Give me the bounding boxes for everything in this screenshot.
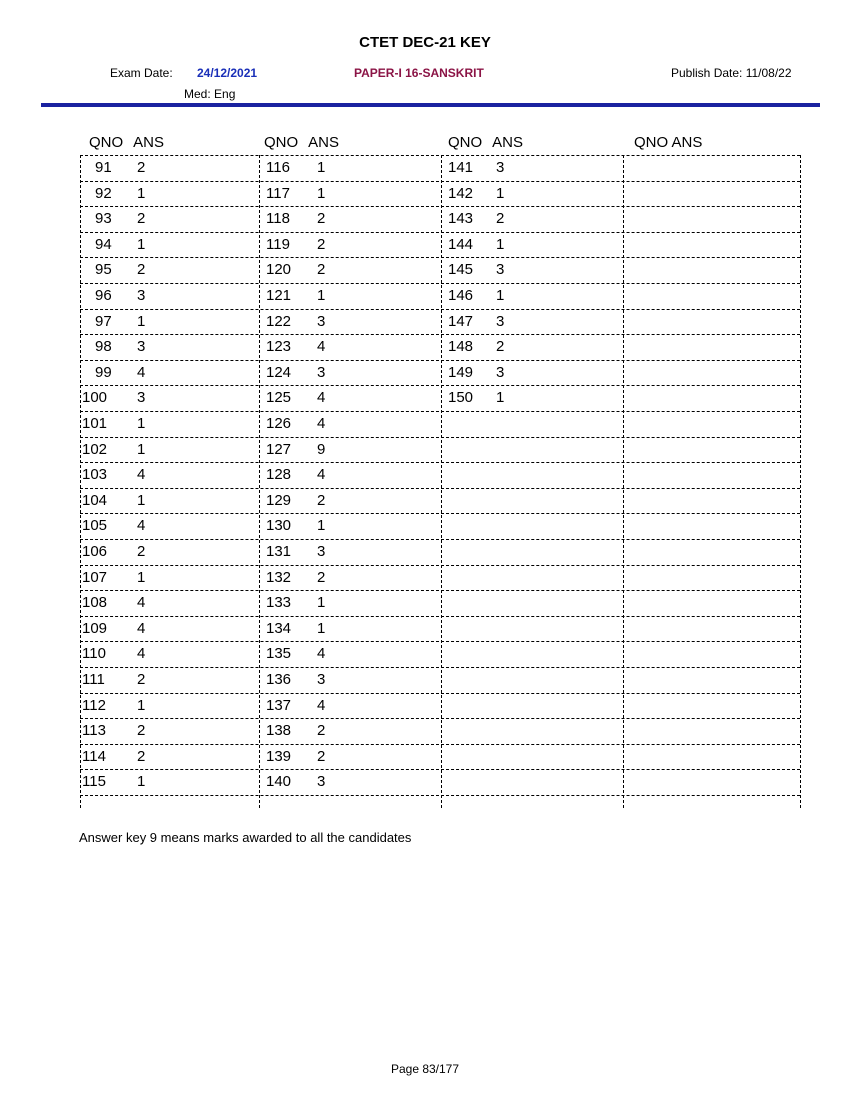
answer-value: 3 — [496, 312, 505, 330]
answer-value: 2 — [137, 671, 146, 688]
question-number: 131 — [266, 543, 292, 560]
grid-row-line — [80, 488, 800, 489]
qno-label: QNO — [448, 134, 483, 151]
answer-value: 2 — [137, 747, 146, 765]
answer-value: 3 — [137, 338, 146, 356]
question-number: 96 — [95, 287, 112, 304]
question-number: 135 — [266, 645, 292, 663]
grid-row-line — [80, 590, 800, 591]
grid-row-line — [80, 360, 800, 361]
question-number: 106 — [82, 543, 108, 560]
question-number: 126 — [266, 415, 292, 432]
grid-row-line — [80, 385, 800, 386]
grid-row-line — [80, 437, 800, 438]
grid-row-line — [80, 616, 800, 617]
grid-row-line — [80, 744, 800, 745]
answer-value: 1 — [137, 491, 146, 509]
question-number: 92 — [95, 184, 112, 202]
answer-value: 1 — [317, 517, 326, 535]
answer-value: 9 — [317, 440, 326, 458]
grid-row-line — [80, 462, 800, 463]
column-header-1 — [89, 134, 164, 151]
question-number: 140 — [266, 773, 292, 791]
question-number: 128 — [266, 466, 292, 484]
grid-row-line — [80, 795, 800, 796]
answer-value: 2 — [137, 261, 146, 279]
answer-value: 4 — [317, 466, 326, 484]
question-number: 129 — [266, 491, 292, 509]
answer-value: 1 — [137, 568, 146, 586]
answer-value: 1 — [317, 287, 326, 304]
answer-value: 2 — [317, 235, 326, 253]
answer-value: 1 — [496, 235, 505, 253]
answer-value: 4 — [317, 338, 326, 356]
answer-value: 1 — [137, 696, 146, 714]
answer-value: 2 — [496, 210, 505, 228]
exam-date-label: Exam Date: — [110, 66, 173, 80]
answer-value: 2 — [317, 568, 326, 586]
question-number: 149 — [448, 363, 474, 381]
question-number: 145 — [448, 261, 474, 279]
answer-value: 4 — [137, 517, 146, 535]
answer-value: 4 — [317, 645, 326, 663]
answer-value: 3 — [317, 773, 326, 791]
question-number: 122 — [266, 312, 292, 330]
answer-key-note: Answer key 9 means marks awarded to all the candidates — [79, 830, 412, 845]
question-number: 101 — [82, 415, 108, 432]
answer-value: 4 — [137, 619, 146, 637]
answer-value: 3 — [496, 159, 505, 176]
answer-value: 4 — [137, 363, 146, 381]
grid-row-line — [80, 411, 800, 412]
medium: Med: Eng — [184, 87, 236, 101]
question-number: 144 — [448, 235, 474, 253]
question-number: 114 — [82, 747, 106, 765]
grid-row-line — [80, 718, 800, 719]
question-number: 146 — [448, 287, 474, 304]
qno-label: QNO — [264, 134, 299, 151]
question-number: 102 — [82, 440, 108, 458]
grid-row-line — [80, 283, 800, 284]
answer-value: 3 — [317, 671, 326, 688]
ans-label: ANS — [133, 134, 165, 151]
column-header-2 — [264, 134, 339, 151]
grid-column-line — [623, 155, 624, 808]
question-number: 103 — [82, 466, 108, 484]
grid-column-line — [80, 155, 81, 808]
answer-value: 3 — [137, 287, 146, 304]
answer-value: 1 — [137, 184, 146, 202]
answer-value: 2 — [317, 722, 326, 740]
grid-row-line — [80, 539, 800, 540]
grid-row-line — [80, 769, 800, 770]
page-title: CTET DEC-21 KEY — [359, 34, 491, 51]
question-number: 132 — [266, 568, 292, 586]
grid-row-line — [80, 693, 800, 694]
qno-ans-label: QNO ANS — [634, 134, 703, 151]
column-header-3 — [448, 134, 523, 151]
grid-column-line — [259, 155, 260, 808]
answer-value: 1 — [317, 594, 326, 612]
question-number: 118 — [266, 210, 290, 228]
grid-row-line — [80, 155, 800, 156]
answer-value: 2 — [137, 159, 146, 176]
answer-value: 2 — [137, 722, 146, 740]
grid-column-line — [800, 155, 801, 808]
grid-row-line — [80, 667, 800, 668]
answer-value: 4 — [137, 594, 146, 612]
grid-row-line — [80, 232, 800, 233]
exam-date: 24/12/2021 — [197, 66, 258, 80]
ans-label: ANS — [308, 134, 340, 151]
question-number: 133 — [266, 594, 292, 612]
question-number: 105 — [82, 517, 108, 535]
page-number: Page 83/177 — [390, 1062, 460, 1076]
publish-date: Publish Date: 11/08/22 — [671, 66, 792, 80]
question-number: 97 — [95, 312, 112, 330]
grid-row-line — [80, 181, 800, 182]
question-number: 100 — [82, 389, 108, 407]
question-number: 113 — [82, 722, 106, 740]
answer-value: 3 — [496, 261, 505, 279]
grid-row-line — [80, 513, 800, 514]
question-number: 108 — [82, 594, 108, 612]
grid-row-line — [80, 206, 800, 207]
paper-name: PAPER-I 16-SANSKRIT — [354, 66, 484, 80]
grid-row-line — [80, 309, 800, 310]
answer-value: 1 — [317, 159, 326, 176]
column-header-4 — [634, 134, 702, 151]
grid-row-line — [80, 641, 800, 642]
question-number: 125 — [266, 389, 292, 407]
answer-value: 3 — [317, 363, 326, 381]
answer-value: 1 — [496, 184, 505, 202]
grid-row-line — [80, 334, 800, 335]
answer-value: 1 — [496, 287, 505, 304]
answer-value: 2 — [317, 210, 326, 228]
question-number: 119 — [266, 235, 290, 253]
answer-value: 1 — [137, 415, 146, 432]
question-number: 104 — [82, 491, 108, 509]
question-number: 120 — [266, 261, 292, 279]
question-number: 95 — [95, 261, 112, 279]
question-number: 123 — [266, 338, 292, 356]
answer-value: 4 — [317, 696, 326, 714]
question-number: 142 — [448, 184, 474, 202]
answer-value: 1 — [496, 389, 505, 407]
question-number: 141 — [448, 159, 474, 176]
question-number: 94 — [95, 235, 112, 253]
question-number: 93 — [95, 210, 112, 228]
question-number: 139 — [266, 747, 292, 765]
question-number: 136 — [266, 671, 292, 688]
answer-value: 3 — [137, 389, 146, 407]
question-number: 134 — [266, 619, 292, 637]
answer-value: 2 — [137, 210, 146, 228]
question-number: 147 — [448, 312, 474, 330]
answer-value: 1 — [137, 312, 146, 330]
ans-label: ANS — [492, 134, 524, 151]
question-number: 112 — [82, 696, 106, 714]
grid-row-line — [80, 565, 800, 566]
question-number: 148 — [448, 338, 474, 356]
answer-value: 1 — [137, 235, 146, 253]
question-number: 115 — [82, 773, 106, 791]
question-number: 117 — [266, 184, 290, 202]
answer-value: 1 — [137, 440, 146, 458]
question-number: 150 — [448, 389, 474, 407]
answer-value: 4 — [317, 415, 326, 432]
answer-value: 2 — [496, 338, 505, 356]
question-number: 91 — [95, 159, 112, 176]
answer-value: 2 — [317, 747, 326, 765]
answer-value: 4 — [137, 645, 146, 663]
question-number: 127 — [266, 440, 292, 458]
question-number: 116 — [266, 159, 290, 176]
question-number: 110 — [82, 645, 106, 663]
question-number: 121 — [266, 287, 292, 304]
question-number: 109 — [82, 619, 108, 637]
question-number: 107 — [82, 568, 108, 586]
question-number: 130 — [266, 517, 292, 535]
answer-value: 1 — [317, 619, 326, 637]
header-rule — [41, 103, 820, 107]
question-number: 99 — [95, 363, 112, 381]
question-number: 143 — [448, 210, 474, 228]
question-number: 124 — [266, 363, 292, 381]
answer-value: 1 — [317, 184, 326, 202]
question-number: 111 — [82, 671, 105, 688]
grid-column-line — [441, 155, 442, 808]
answer-value: 2 — [317, 261, 326, 279]
question-number: 138 — [266, 722, 292, 740]
answer-value: 3 — [496, 363, 505, 381]
question-number: 137 — [266, 696, 292, 714]
answer-value: 4 — [317, 389, 326, 407]
qno-label: QNO — [89, 134, 124, 151]
answer-value: 2 — [317, 491, 326, 509]
answer-value: 3 — [317, 312, 326, 330]
answer-value: 1 — [137, 773, 146, 791]
answer-value: 3 — [317, 543, 326, 560]
question-number: 98 — [95, 338, 112, 356]
answer-value: 2 — [137, 543, 146, 560]
grid-row-line — [80, 257, 800, 258]
answer-value: 4 — [137, 466, 146, 484]
